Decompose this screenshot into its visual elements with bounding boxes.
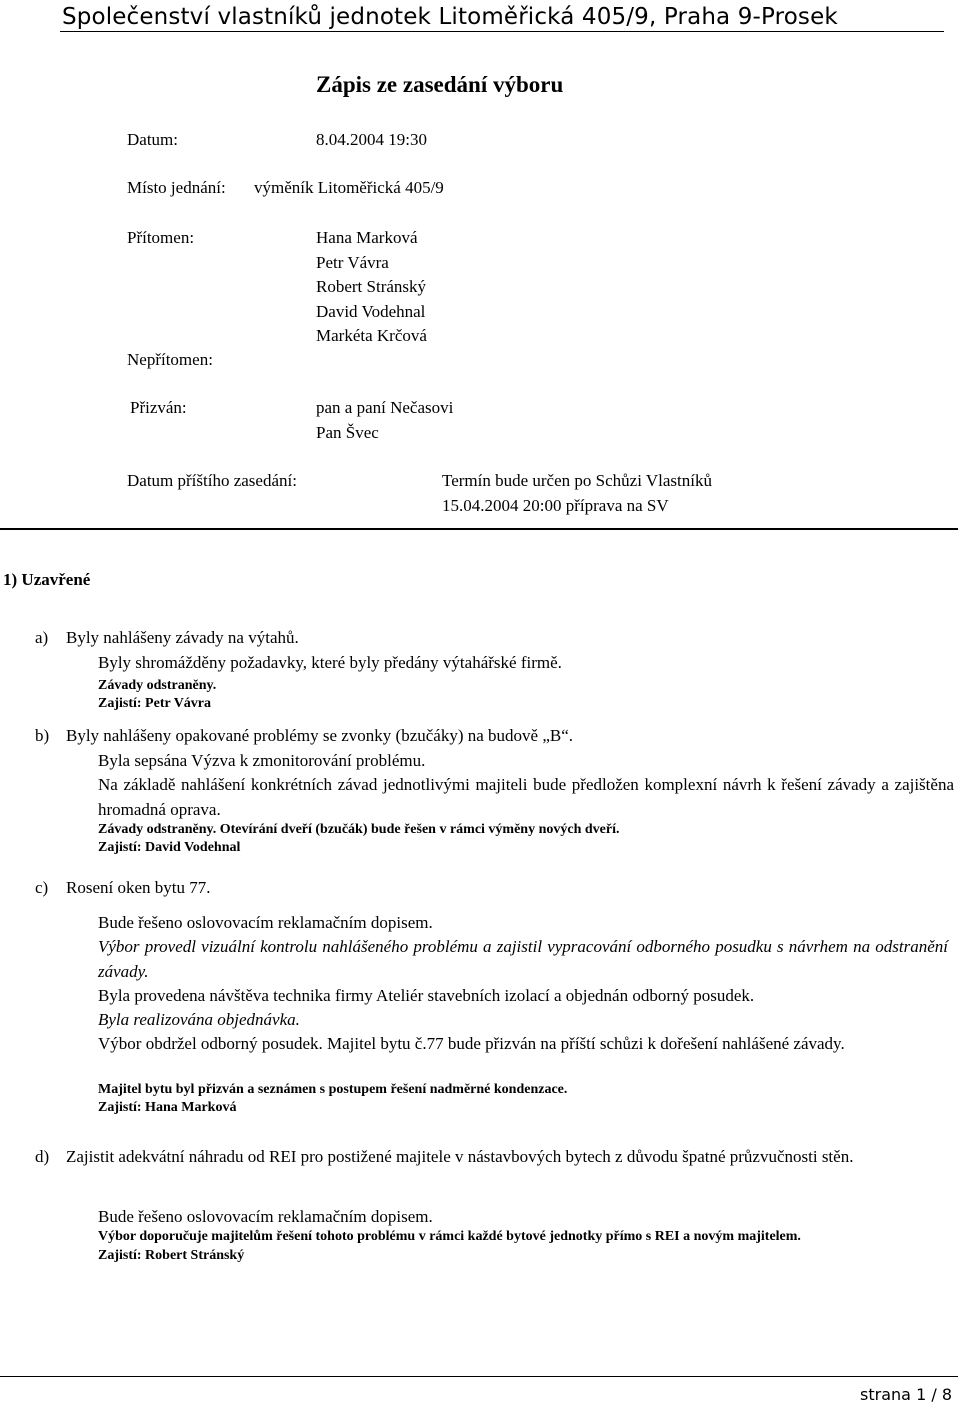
invited-label: Přizván: <box>130 398 187 417</box>
next-meeting-line: 15.04.2004 20:00 příprava na SV <box>442 495 669 515</box>
next-meeting-details <box>442 469 712 518</box>
next-meeting-line: Termín bude určen po Schůzi Vlastníků <box>442 471 712 490</box>
item-a-note: Závady odstraněny. <box>98 678 217 693</box>
item-d-marker: d) <box>35 1147 50 1166</box>
item-b-responsible: Zajistí: David Vodehnal <box>98 840 241 855</box>
absent-label: Nepřítomen: <box>127 350 213 369</box>
document-title: Zápis ze zasedání výboru <box>316 72 564 97</box>
place-label: Místo jednání: <box>127 178 226 197</box>
invited-name: Pan Švec <box>316 422 379 442</box>
item-c-note: Majitel bytu byl přizván a seznámen s postupem řešení nadměrné kondenzace. <box>98 1082 568 1097</box>
item-d-line2: Bude řešeno oslovovacím reklamačním dopisem. <box>98 1207 433 1226</box>
item-a-responsible: Zajistí: Petr Vávra <box>98 696 212 711</box>
invited-list <box>316 396 453 445</box>
date-value: 8.04.2004 19:30 <box>316 130 427 149</box>
next-meeting-label: Datum příštího zasedání: <box>127 471 297 490</box>
item-c-marker: c) <box>35 878 49 897</box>
item-b-marker: b) <box>35 726 50 745</box>
item-a-line2: Byly shromážděny požadavky, které byly předány výtahářské firmě. <box>98 653 562 672</box>
item-d-note: Výbor doporučuje majitelům řešení tohoto problému v rámci každé bytové jednotky přímo s REI a novým majitelem. <box>98 1229 801 1244</box>
present-list <box>316 226 427 349</box>
item-d-line1: Zajistit adekvátní náhradu od REI pro postižené majitele v nástavbových bytech z důvodu špatné průzvučnosti stěn. <box>66 1147 854 1166</box>
place-value: výměník Litoměřická 405/9 <box>254 178 444 197</box>
item-b-line2: Byla sepsána Výzva k zmonitorování problému. <box>98 751 426 770</box>
item-a-marker: a) <box>35 628 49 647</box>
present-name: Petr Vávra <box>316 252 389 272</box>
item-b-paragraph: Na základě nahlášení konkrétních závad jednotlivými majiteli bude předložen komplexní návrh k řešení závady a zajištěna hromadná oprava. <box>98 775 954 819</box>
item-c-responsible: Zajistí: Hana Marková <box>98 1100 237 1115</box>
item-c-line1: Rosení oken bytu 77. <box>66 878 211 897</box>
date-label: Datum: <box>127 130 178 149</box>
present-label: Přítomen: <box>127 228 195 247</box>
item-c-line3: Byla provedena návštěva technika firmy Ateliér stavebních izolací a objednán odborný posudek. <box>98 986 755 1005</box>
present-name: Markéta Krčová <box>316 326 427 345</box>
present-name: Hana Marková <box>316 228 418 247</box>
page-number: strana 1 / 8 <box>860 1385 952 1404</box>
item-c-italic2: Byla realizována objednávka. <box>98 1010 300 1029</box>
invited-name: pan a paní Nečasovi <box>316 398 454 417</box>
present-name: David Vodehnal <box>316 301 426 321</box>
item-c-line2: Bude řešeno oslovovacím reklamačním dopisem. <box>98 913 433 932</box>
item-c-line4: Výbor obdržel odborný posudek. Majitel bytu č.77 bude přizván na příští schůzi k dořešení nahlášené závady. <box>98 1034 845 1053</box>
item-b-note: Závady odstraněny. Otevírání dveří (bzučák) bude řešen v rámci výměny nových dveří. <box>98 822 620 837</box>
header-divider <box>60 31 944 32</box>
item-b-line1: Byly nahlášeny opakované problémy se zvonky (bzučáky) na budově „B“. <box>66 726 574 745</box>
section-heading-closed: 1) Uzavřené <box>3 570 91 589</box>
present-name: Robert Stránský <box>316 277 427 296</box>
section-divider <box>0 528 958 530</box>
item-c-italic1: Výbor provedl vizuální kontrolu nahlášeného problému a zajistil vypracování odborného posudku s návrhem na odstranění závady. <box>98 937 948 981</box>
footer-divider <box>0 1376 958 1377</box>
item-a-line1: Byly nahlášeny závady na výtahů. <box>66 628 299 647</box>
item-d-responsible: Zajistí: Robert Stránský <box>98 1248 245 1263</box>
document-header-title: Společenství vlastníků jednotek Litoměřická 405/9, Praha 9-Prosek <box>62 4 838 30</box>
